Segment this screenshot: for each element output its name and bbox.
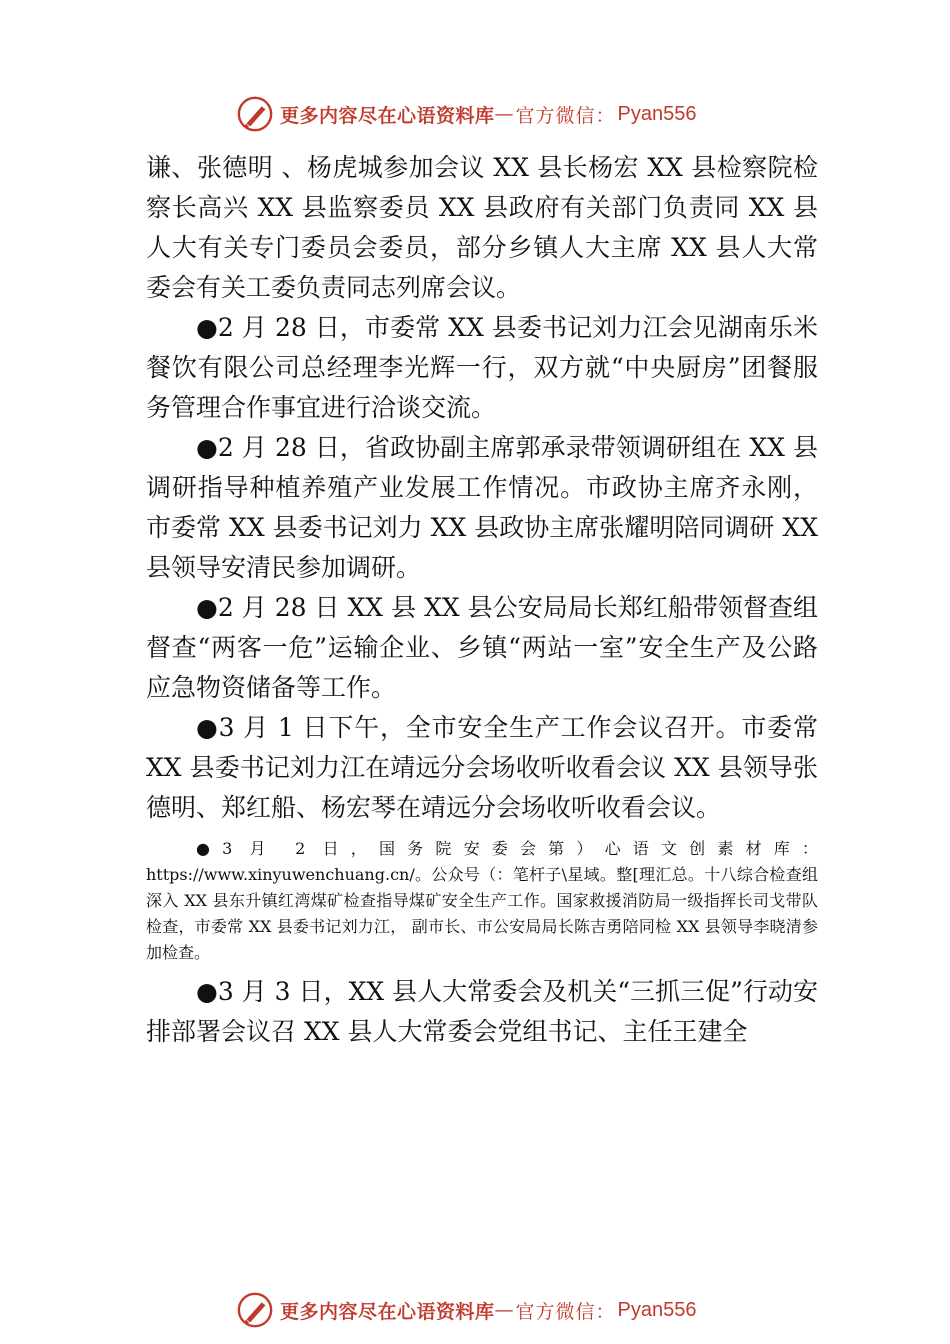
paragraph: ●2 月 28 日，省政协副主席郭承录带领调研组在 XX 县调研指导种植养殖产业发展工作情况。市政协主席齐永刚， 市委常 XX 县委书记刘力 XX 县政协主席张耀明陪同调研 XX 县领导安清民参加调研。	[146, 433, 818, 582]
document-body	[146, 148, 818, 1052]
banner-dash: —	[494, 1299, 514, 1321]
paragraph-small: ●3 月 2 日，国务院安委会第）心语文创素材库：https://www.xinyuwenchuang.cn/。公众号（：笔杆子\星域。整[理汇总。十八综合检查组深入 XX 县东升镇红湾煤矿检查指导煤矿安全生产工作。国家救援消防局一级指挥长司戈带队检查，市委常 XX 县委书记刘力江， 副市长、市公安局局长陈吉勇陪同检 XX 县领导李晓清参加检查。	[146, 839, 818, 962]
paragraph: ●3 月 1 日下午，全市安全生产工作会议召开。市委常 XX 县委书记刘力江在靖远分会场收听收看会议 XX 县领导张德明、郑红船、杨宏琴在靖远分会场收听收看会议。	[146, 713, 818, 822]
banner-wechat-label: 官方微信：	[515, 1300, 616, 1323]
banner-wechat-id: Pyan556	[617, 1298, 697, 1321]
banner-dash: —	[494, 103, 514, 125]
banner-title: 更多内容尽在心语资料库	[280, 104, 495, 127]
pen-logo-icon	[236, 95, 274, 133]
banner-wechat-id: Pyan556	[617, 102, 697, 125]
paragraph: 谦、张德明 、杨虎城参加会议 XX 县长杨宏 XX 县检察院检察长高兴 XX 县监察委员 XX 县政府有关部门负责同 XX 县人大有关专门委员会委员，部分乡镇人大主席 XX 县人大常委会有关工委负责同志列席会议。	[146, 153, 818, 302]
header-banner	[0, 94, 950, 134]
pen-logo-icon	[236, 1291, 274, 1329]
footer-banner	[0, 1290, 950, 1330]
banner-title: 更多内容尽在心语资料库	[280, 1300, 495, 1323]
paragraph: ●2 月 28 日 XX 县 XX 县公安局局长郑红船带领督查组督查“两客一危”运输企业、乡镇“两站一室”安全生产及公路应急物资储备等工作。	[146, 593, 818, 702]
paragraph: ●3 月 3 日，XX 县人大常委会及机关“三抓三促”行动安排部署会议召 XX 县人大常委会党组书记、主任王建全	[146, 977, 818, 1046]
paragraph: ●2 月 28 日，市委常 XX 县委书记刘力江会见湖南乐米餐饮有限公司总经理李光辉一行，双方就“中央厨房”团餐服务管理合作事宜进行洽谈交流。	[146, 313, 818, 422]
banner-wechat-label: 官方微信：	[515, 104, 616, 127]
